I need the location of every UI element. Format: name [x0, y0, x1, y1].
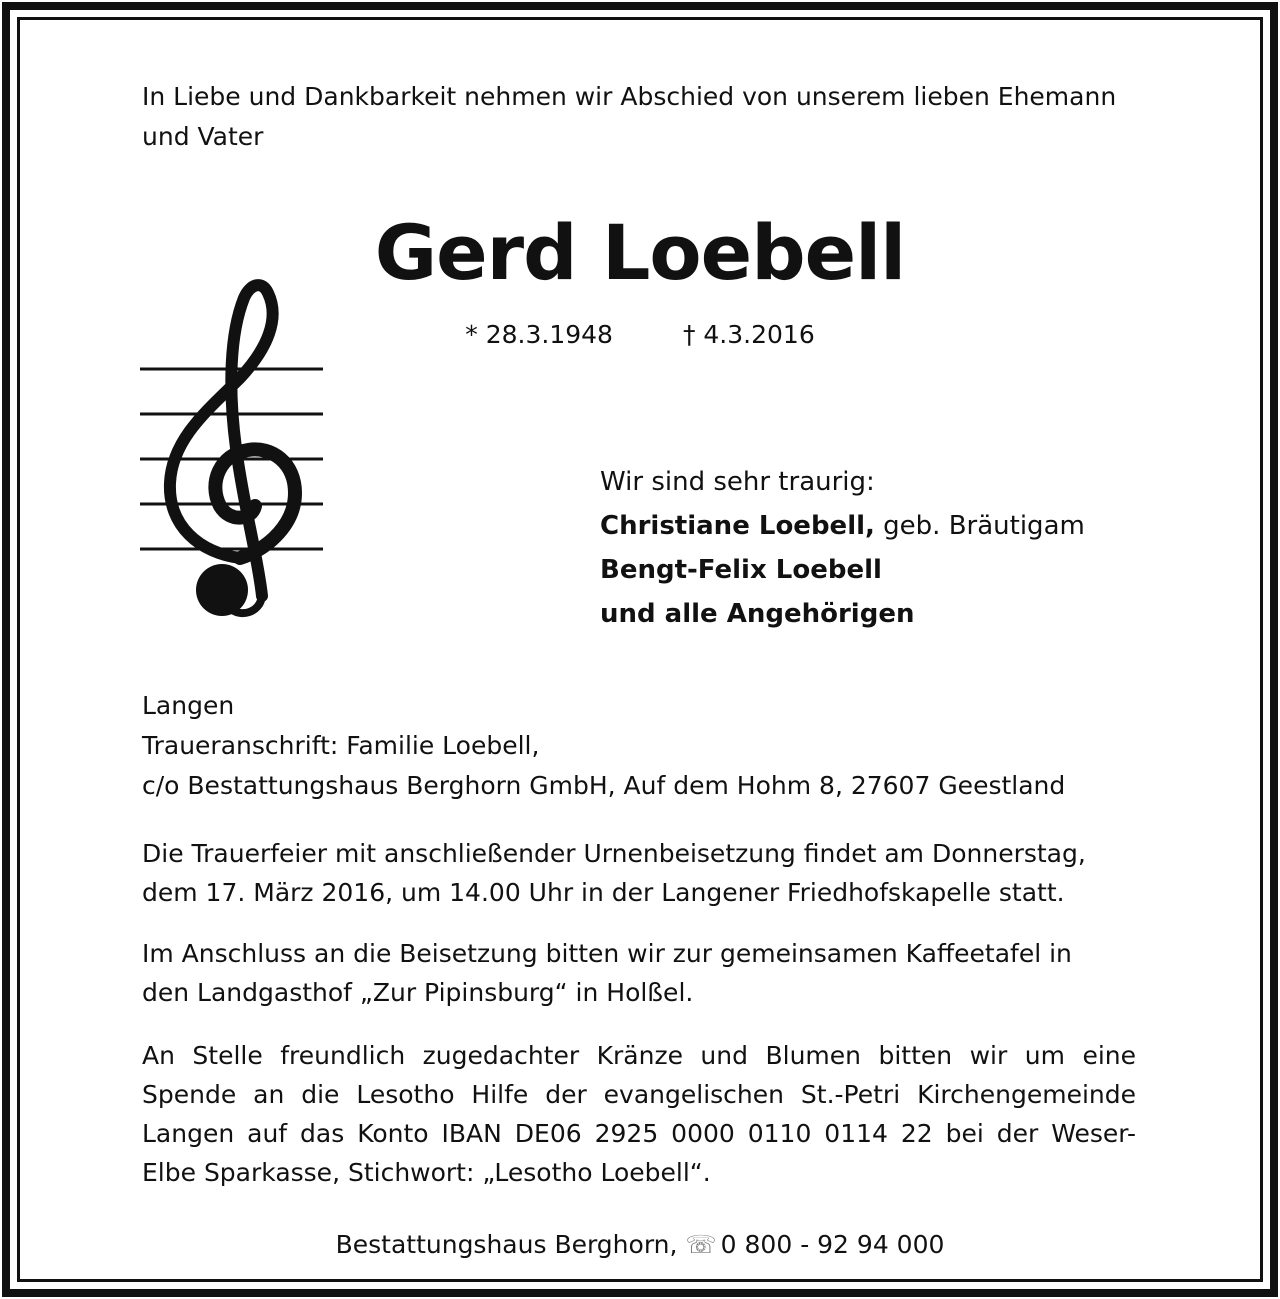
- funeral-home-footer: [0, 1225, 1280, 1265]
- mourner-1: [600, 504, 1085, 548]
- intro-line-1: In Liebe und Dankbarkeit nehmen wir Abschied von unserem lieben Ehemann: [142, 82, 1117, 111]
- intro-line-2: und Vater: [142, 122, 264, 151]
- mourner-1-name: Christiane Loebell,: [600, 511, 875, 541]
- paragraph-line: dem 17. März 2016, um 14.00 Uhr in der Langener Friedhofskapelle statt.: [142, 878, 1065, 907]
- donation-paragraph: [142, 1036, 1136, 1192]
- death-date: † 4.3.2016: [682, 320, 815, 349]
- mourners-intro: Wir sind sehr traurig:: [600, 467, 875, 497]
- coffee-paragraph: [142, 934, 1136, 1012]
- mourners-block: [600, 460, 1085, 636]
- address-line-2: c/o Bestattungshaus Berghorn GmbH, Auf dem Hohm 8, 27607 Geestland: [142, 771, 1066, 800]
- funeral-home-name: Bestattungshaus Berghorn,: [335, 1230, 678, 1259]
- paragraph-line: Im Anschluss an die Beisetzung bitten wir zur gemeinsamen Kaffeetafel in: [142, 939, 1072, 968]
- ceremony-paragraph: [142, 834, 1136, 912]
- birth-date: * 28.3.1948: [465, 320, 613, 349]
- paragraph-line: den Landgasthof „Zur Pipinsburg“ in Holßel.: [142, 978, 694, 1007]
- mourning-address: [142, 686, 1065, 806]
- paragraph-line: Langen auf das Konto IBAN DE06 2925 0000 0110 0114 22 bei der Weser-: [142, 1119, 1136, 1148]
- intro-text: [142, 77, 1116, 157]
- mourner-2: Bengt-Felix Loebell: [600, 555, 882, 585]
- deceased-name: Gerd Loebell: [374, 208, 906, 297]
- mourner-1-birth-name: geb. Bräutigam: [874, 511, 1085, 541]
- funeral-home-phone: 0 800 - 92 94 000: [720, 1230, 945, 1259]
- mourner-others: und alle Angehörigen: [600, 599, 915, 629]
- paragraph-line: Elbe Sparkasse, Stichwort: „Lesotho Loebell“.: [142, 1158, 711, 1187]
- address-place: Langen: [142, 691, 235, 720]
- telephone-icon: ☏: [685, 1230, 717, 1259]
- treble-clef-icon: [140, 278, 325, 623]
- paragraph-line: An Stelle freundlich zugedachter Kränze und Blumen bitten wir um eine: [142, 1041, 1136, 1070]
- paragraph-line: Spende an die Lesotho Hilfe der evangelischen St.-Petri Kirchengemeinde: [142, 1080, 1136, 1109]
- address-line-1: Traueranschrift: Familie Loebell,: [142, 731, 540, 760]
- paragraph-line: Die Trauerfeier mit anschließender Urnenbeisetzung findet am Donnerstag,: [142, 839, 1086, 868]
